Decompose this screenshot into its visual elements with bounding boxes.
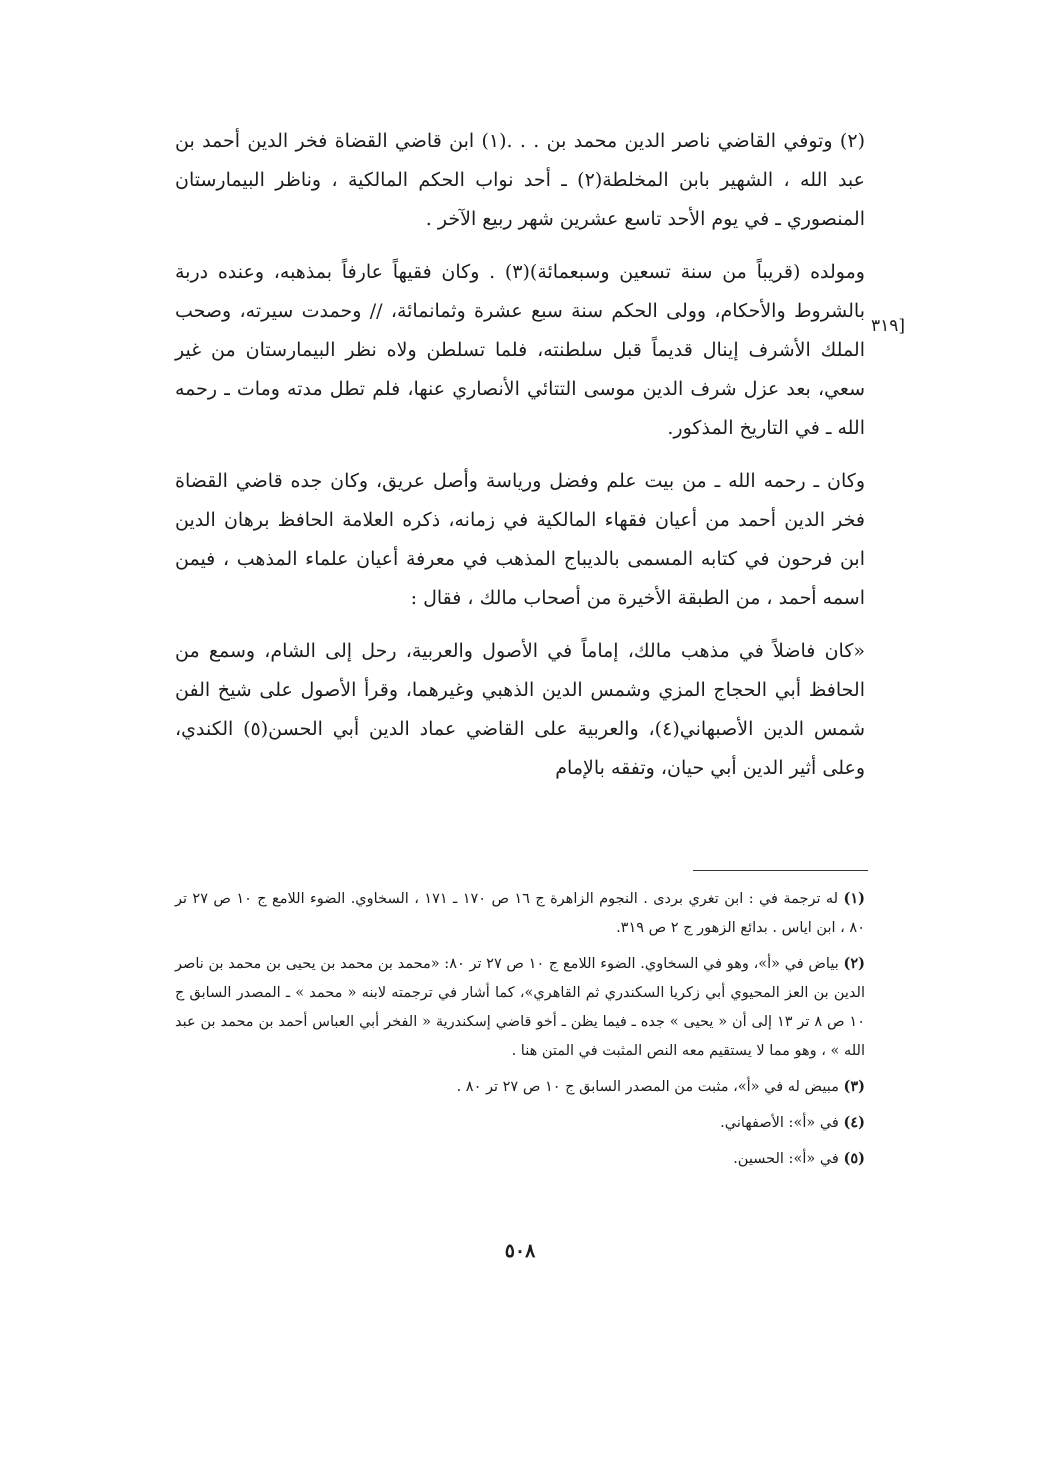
main-text xyxy=(175,122,865,802)
footnote-4 xyxy=(175,1108,865,1138)
footnote-5 xyxy=(175,1144,865,1174)
footnote-label: (٢) xyxy=(843,955,865,972)
page-number: ٥٠٨ xyxy=(504,1240,536,1262)
footnote-label: (٥) xyxy=(843,1150,865,1167)
footnote-label: (٤) xyxy=(843,1114,865,1131)
footnote-text: بياض في «أ»، وهو في السخاوي. الضوء اللامع ج ١٠ ص ٢٧ تر ٨٠: «محمد بن محمد بن يحيى بن محمد بن ناصر الدين بن العز المحيوي أبي زكريا السكندري ثم القاهري»، كما أشار في ترجمته لابنه « محمد » ـ المصدر السابق ج ١٠ ص ٨ تر ١٣ إلى أن « يحيى » جده ـ فيما يظن ـ أخو قاضي إسكندرية « الفخر أبي العباس أحمد بن محمد بن عبد الله » ، وهو مما لا يستقيم معه النص المثبت في المتن هنا . xyxy=(175,956,865,1059)
footnote-3 xyxy=(175,1072,865,1102)
paragraph-1: (٢) وتوفي القاضي ناصر الدين محمد بن . . .(١) ابن قاضي القضاة فخر الدين أحمد بن عبد الله ، الشهير بابن المخلطة(٢) ـ أحد نواب الحكم المالكية ، وناظر البيمارستان المنصوري ـ في يوم الأحد تاسع عشرين شهر ربيع الآخر . xyxy=(175,130,865,230)
footnotes xyxy=(175,884,865,1180)
footnote-text: في «أ»: الحسين. xyxy=(733,1151,839,1167)
footnote-2 xyxy=(175,949,865,1066)
footnote-label: (١) xyxy=(843,890,866,907)
footnote-1 xyxy=(175,884,865,943)
footnote-separator xyxy=(693,870,868,871)
footnote-label: (٣) xyxy=(843,1078,865,1095)
margin-page-reference: [٣١٩ xyxy=(870,316,905,336)
paragraph-4: «كان فاضلاً في مذهب مالك، إماماً في الأصول والعربية، رحل إلى الشام، وسمع من الحافظ أبي الحجاج المزي وشمس الدين الذهبي وغيرهما، وقرأ الأصول على شيخ الفن شمس الدين الأصبهاني(٤)، والعربية على القاضي عماد الدين أبي الحسن(٥) الكندي، وعلى أثير الدين أبي حيان، وتفقه بالإمام xyxy=(175,640,865,779)
footnote-text: له ترجمة في : ابن تغري بردى . النجوم الزاهرة ج ١٦ ص ١٧٠ ـ ١٧١ ، السخاوي. الضوء اللامع ج ١٠ ص ٢٧ تر ٨٠ ، ابن اياس . بدائع الزهور ج ٢ ص ٣١٩. xyxy=(175,891,865,936)
paragraph-3: وكان ـ رحمه الله ـ من بيت علم وفضل ورياسة وأصل عريق، وكان جده قاضي القضاة فخر الدين أحمد من أعيان فقهاء المالكية في زمانه، ذكره العلامة الحافظ برهان الدين ابن فرحون في كتابه المسمى بالديباج المذهب في معرفة أعيان علماء المذهب ، فيمن اسمه أحمد ، من الطبقة الأخيرة من أصحاب مالك ، فقال : xyxy=(175,470,866,609)
paragraph-2: ومولده (قريباً من سنة تسعين وسبعمائة)(٣) . وكان فقيهاً عارفاً بمذهبه، وعنده دربة بالشروط والأحكام، وولى الحكم سنة سبع عشرة وثمانمائة، // وحمدت سيرته، وصحب الملك الأشرف إينال قديماً قبل سلطنته، فلما تسلطن ولاه نظر البيمارستان من غير سعي، بعد عزل شرف الدين موسى التتائي الأنصاري عنها، فلم تطل مدته ومات ـ رحمه الله ـ في التاريخ المذكور. xyxy=(175,261,865,439)
footnote-text: في «أ»: الأصفهاني. xyxy=(720,1115,839,1131)
footnote-text: مبيض له في «أ»، مثبت من المصدر السابق ج ١٠ ص ٢٧ تر ٨٠ . xyxy=(456,1079,839,1095)
